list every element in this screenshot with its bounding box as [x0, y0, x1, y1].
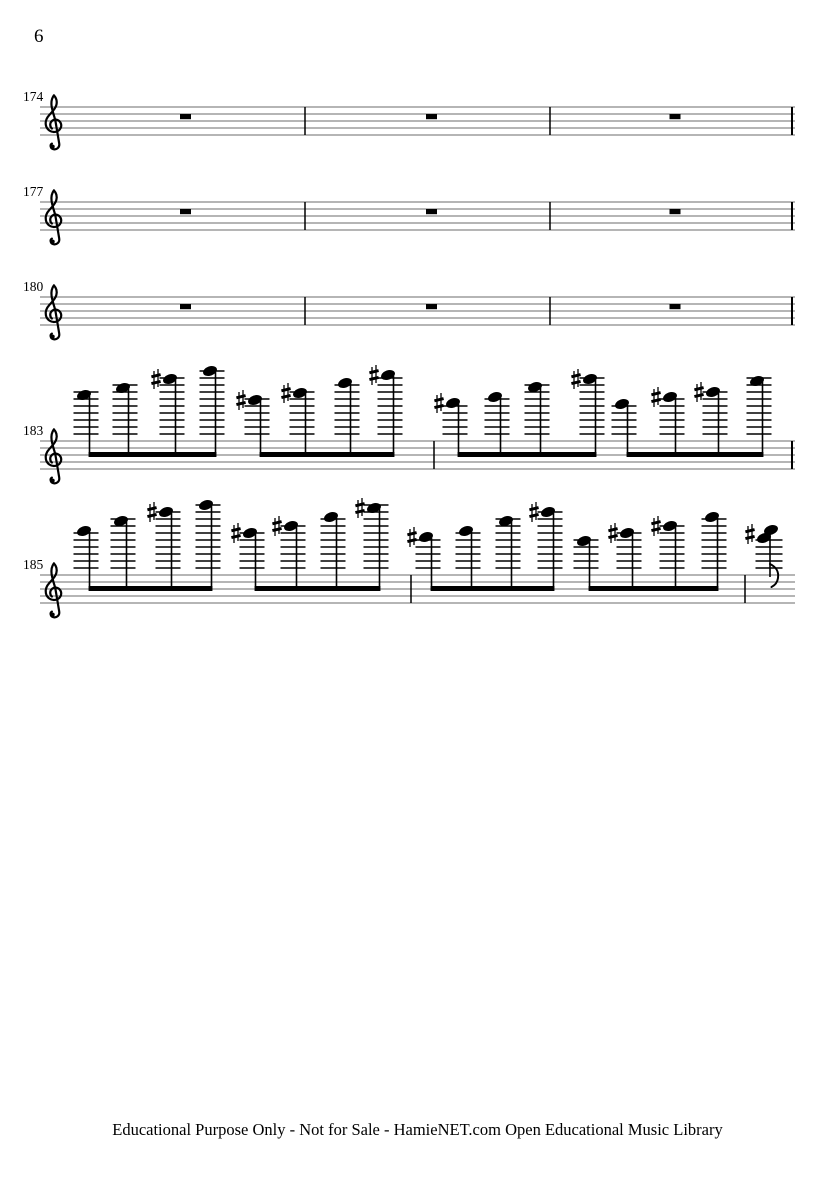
note	[281, 383, 314, 457]
barline	[304, 297, 306, 325]
sharp-stroke	[147, 514, 156, 516]
note	[608, 523, 641, 591]
sharp-accidental	[694, 382, 703, 402]
beam	[255, 586, 381, 591]
treble-clef-icon	[46, 190, 62, 244]
barline	[433, 441, 435, 469]
note	[529, 502, 562, 591]
sharp-accidental	[651, 387, 660, 407]
whole-rest	[670, 209, 681, 214]
note	[434, 393, 467, 457]
sharp-stroke	[147, 508, 156, 510]
whole-rest	[426, 209, 437, 214]
sharp-stroke	[745, 536, 754, 538]
sharp-stroke	[231, 535, 240, 537]
sharp-stroke	[236, 402, 245, 404]
note	[335, 376, 360, 456]
note	[321, 510, 346, 590]
note	[651, 387, 684, 457]
treble-clef-icon	[46, 285, 62, 339]
note	[571, 369, 604, 457]
note	[456, 524, 481, 590]
barline	[744, 575, 746, 603]
sharp-stroke	[571, 381, 580, 383]
beam	[627, 452, 764, 457]
sharp-stroke	[281, 395, 290, 397]
sharp-stroke	[355, 510, 364, 512]
sharp-stroke	[651, 528, 660, 530]
note	[147, 502, 180, 591]
sharp-stroke	[745, 530, 754, 532]
sharp-stroke	[272, 528, 281, 530]
note	[702, 510, 727, 590]
sharp-stroke	[434, 399, 443, 401]
treble-clef-icon	[46, 95, 62, 149]
note	[496, 514, 521, 590]
sharp-accidental	[281, 383, 290, 403]
sharp-stroke	[651, 522, 660, 524]
note	[525, 380, 550, 456]
sharp-stroke	[369, 377, 378, 379]
note	[485, 390, 510, 456]
sharp-accidental	[355, 498, 364, 518]
sharp-stroke	[407, 539, 416, 541]
sharp-stroke	[434, 405, 443, 407]
sharp-stroke	[571, 375, 580, 377]
system-m183	[23, 364, 795, 483]
note	[74, 388, 99, 456]
page-number: 6	[34, 26, 44, 47]
sharp-stroke	[281, 389, 290, 391]
note	[200, 364, 225, 456]
sharp-accidental	[608, 523, 617, 543]
sharp-stroke	[236, 396, 245, 398]
whole-rest	[180, 114, 191, 119]
note	[694, 382, 727, 457]
measure-number-label: 177	[23, 184, 44, 199]
clef-dot	[51, 479, 55, 483]
barline	[304, 107, 306, 135]
beam	[431, 586, 555, 591]
sharp-stroke	[272, 522, 281, 524]
whole-rest	[670, 304, 681, 309]
beam	[89, 586, 213, 591]
note	[236, 390, 269, 457]
note	[231, 523, 264, 591]
whole-rest	[180, 209, 191, 214]
beam	[260, 452, 395, 457]
sharp-stroke	[651, 393, 660, 395]
barline	[549, 297, 551, 325]
sharp-stroke	[694, 388, 703, 390]
system-m180	[23, 279, 795, 339]
sharp-accidental	[651, 516, 660, 536]
barline	[304, 202, 306, 230]
whole-rest	[426, 304, 437, 309]
barline	[549, 202, 551, 230]
clef-dot	[51, 613, 55, 617]
measure-number-label: 174	[23, 89, 44, 104]
sharp-stroke	[151, 381, 160, 383]
whole-rest	[180, 304, 191, 309]
sharp-stroke	[694, 394, 703, 396]
sharp-accidental	[745, 524, 754, 544]
whole-rest	[426, 114, 437, 119]
end-barline	[791, 441, 793, 469]
sharp-stroke	[151, 375, 160, 377]
sharp-accidental	[434, 393, 443, 413]
measure-number-label: 185	[23, 557, 44, 572]
note	[355, 498, 388, 591]
system-m174	[23, 89, 795, 149]
sharp-stroke	[651, 399, 660, 401]
sharp-accidental	[147, 502, 156, 522]
note	[747, 374, 772, 456]
barline	[410, 575, 412, 603]
sharp-stroke	[529, 514, 538, 516]
system-m185	[23, 498, 795, 617]
measure-number-label: 183	[23, 423, 44, 438]
treble-clef-icon	[46, 429, 62, 483]
note	[113, 381, 138, 456]
clef-dot	[51, 240, 55, 244]
sharp-accidental	[231, 523, 240, 543]
sharp-stroke	[231, 529, 240, 531]
note	[651, 516, 684, 591]
sharp-stroke	[608, 535, 617, 537]
clef-dot	[51, 145, 55, 149]
beam	[89, 452, 217, 457]
measure-number-label: 180	[23, 279, 44, 294]
whole-rest	[670, 114, 681, 119]
sharp-stroke	[369, 371, 378, 373]
final-eighth-note	[745, 523, 782, 587]
note	[151, 369, 184, 457]
end-barline	[791, 202, 793, 230]
sharp-accidental	[236, 390, 245, 410]
footer-text: Educational Purpose Only - Not for Sale - HamieNET.com Open Educational Music Library	[112, 1120, 723, 1139]
barline	[549, 107, 551, 135]
sharp-accidental	[529, 502, 538, 522]
sharp-accidental	[272, 516, 281, 536]
treble-clef-icon	[46, 563, 62, 617]
sharp-accidental	[571, 369, 580, 389]
end-barline	[791, 107, 793, 135]
sharp-stroke	[608, 529, 617, 531]
sharp-accidental	[369, 365, 378, 385]
sharp-stroke	[407, 533, 416, 535]
end-barline	[791, 297, 793, 325]
sharp-accidental	[151, 369, 160, 389]
system-m177	[23, 184, 795, 244]
note	[196, 498, 221, 590]
clef-dot	[51, 335, 55, 339]
note	[111, 514, 136, 590]
note	[272, 516, 305, 591]
beam	[589, 586, 719, 591]
beam	[458, 452, 597, 457]
note	[407, 527, 440, 591]
sharp-stroke	[355, 504, 364, 506]
sharp-stroke	[529, 508, 538, 510]
note	[369, 365, 402, 457]
note	[74, 524, 99, 590]
sharp-accidental	[407, 527, 416, 547]
